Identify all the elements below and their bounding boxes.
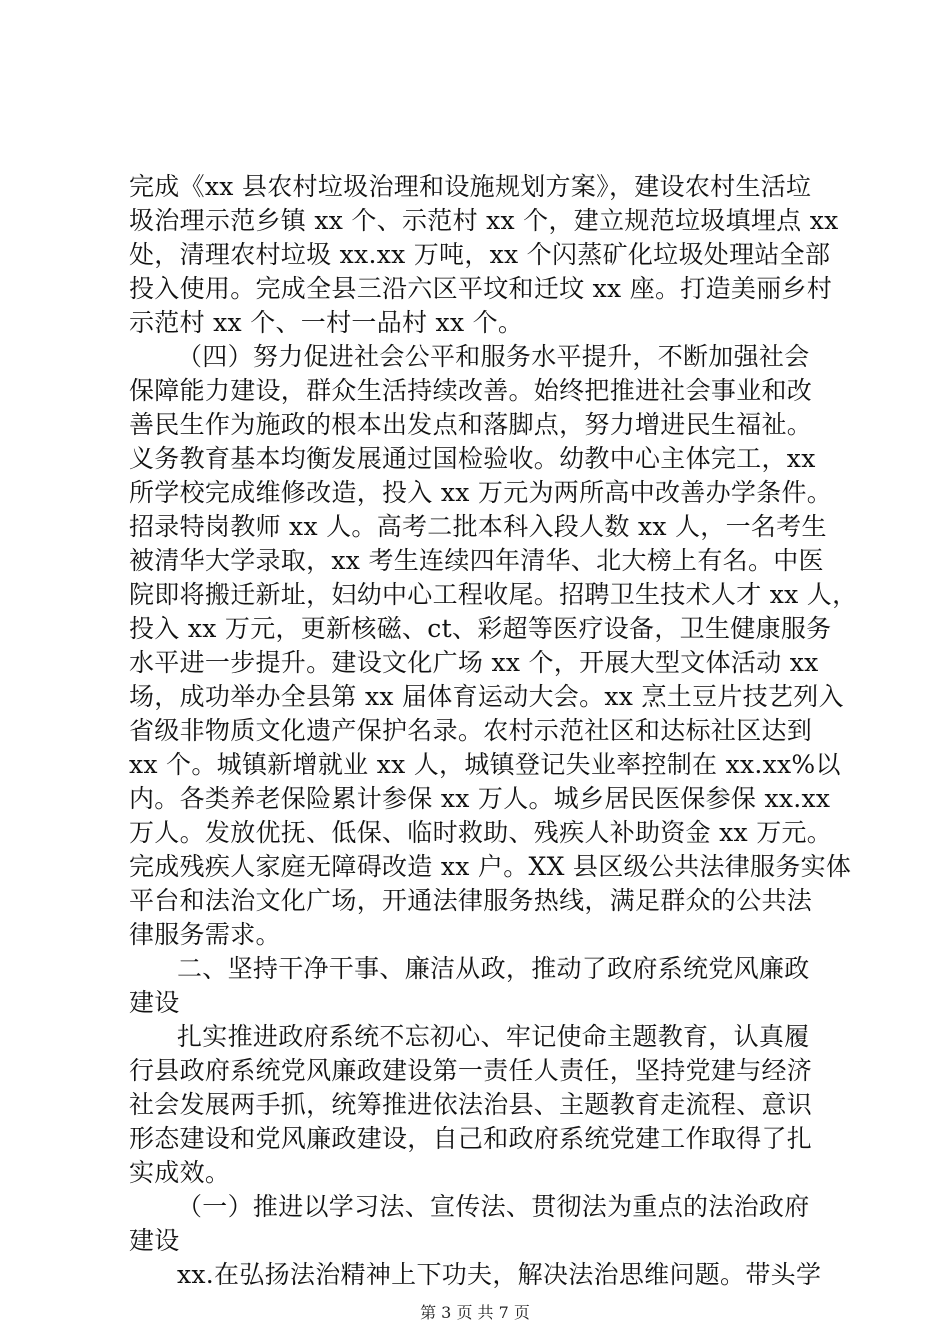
text-line: 水平进一步提升。建设文化广场 xx 个，开展大型文体活动 xx bbox=[129, 648, 819, 677]
text-line: 被清华大学录取，xx 考生连续四年清华、北大榜上有名。中医 bbox=[129, 546, 824, 575]
text-line: 义务教育基本均衡发展通过国检验收。幼教中心主体完工，xx bbox=[129, 444, 816, 473]
text-line: 场，成功举办全县第 xx 届体育运动大会。xx 烹土豆片技艺列入 bbox=[129, 682, 844, 711]
text-line: 扎实推进政府系统不忘初心、牢记使命主题教育，认真履 bbox=[177, 1022, 810, 1051]
text-line: 投入使用。完成全县三沿六区平坟和迁坟 xx 座。打造美丽乡村 bbox=[129, 274, 833, 303]
text-line: 实成效。 bbox=[129, 1158, 231, 1187]
text-line: 所学校完成维修改造，投入 xx 万元为两所高中改善办学条件。 bbox=[129, 478, 833, 507]
text-line: 圾治理示范乡镇 xx 个、示范村 xx 个，建立规范垃圾填埋点 xx bbox=[129, 206, 839, 235]
text-line: 示范村 xx 个、一村一品村 xx 个。 bbox=[129, 308, 524, 337]
text-line: 省级非物质文化遗产保护名录。农村示范社区和达标社区达到 bbox=[129, 716, 813, 745]
text-line: 完成残疾人家庭无障碍改造 xx 户。XX 县区级公共法律服务实体 bbox=[129, 852, 852, 881]
text-line: 万人。发放优抚、低保、临时救助、残疾人补助资金 xx 万元。 bbox=[129, 818, 833, 847]
text-line: 院即将搬迁新址，妇幼中心工程收尾。招聘卫生技术人才 xx 人， bbox=[129, 580, 858, 609]
text-line: 内。各类养老保险累计参保 xx 万人。城乡居民医保参保 xx.xx bbox=[129, 784, 831, 813]
text-line: 保障能力建设，群众生活持续改善。始终把推进社会事业和改 bbox=[129, 376, 813, 405]
text-line: 行县政府系统党风廉政建设第一责任人责任，坚持党建与经济 bbox=[129, 1056, 813, 1085]
subsection-heading-1-cont: 建设 bbox=[129, 1226, 180, 1255]
text-line: 形态建设和党风廉政建设，自己和政府系统党建工作取得了扎 bbox=[129, 1124, 813, 1153]
section-heading-2: 二、坚持干净干事、廉洁从政，推动了政府系统党风廉政 bbox=[177, 954, 810, 983]
paragraph-heading-4: （四）努力促进社会公平和服务水平提升，不断加强社会 bbox=[177, 342, 810, 371]
text-line: 律服务需求。 bbox=[129, 920, 281, 949]
section-heading-2-cont: 建设 bbox=[129, 988, 180, 1017]
text-line: xx.在弘扬法治精神上下功夫，解决法治思维问题。带头学 bbox=[177, 1260, 822, 1289]
text-line: 招录特岗教师 xx 人。高考二批本科入段人数 xx 人，一名考生 bbox=[129, 512, 827, 541]
text-line: 完成《xx 县农村垃圾治理和设施规划方案》，建设农村生活垃 bbox=[129, 172, 812, 201]
subsection-heading-1: （一）推进以学习法、宣传法、贯彻法为重点的法治政府 bbox=[177, 1192, 810, 1221]
text-line: xx 个。城镇新增就业 xx 人，城镇登记失业率控制在 xx.xx%以 bbox=[129, 750, 841, 779]
text-line: 善民生作为施政的根本出发点和落脚点，努力增进民生福祉。 bbox=[129, 410, 813, 439]
text-line: 平台和法治文化广场，开通法律服务热线，满足群众的公共法 bbox=[129, 886, 813, 915]
text-line: 处，清理农村垃圾 xx.xx 万吨，xx 个闪蒸矿化垃圾处理站全部 bbox=[129, 240, 831, 269]
text-line: 投入 xx 万元，更新核磁、ct、彩超等医疗设备，卫生健康服务 bbox=[129, 614, 832, 643]
page-footer: 第 3 页 共 7 页 bbox=[420, 1303, 530, 1322]
text-line: 社会发展两手抓，统筹推进依法治县、主题教育走流程、意识 bbox=[129, 1090, 813, 1119]
